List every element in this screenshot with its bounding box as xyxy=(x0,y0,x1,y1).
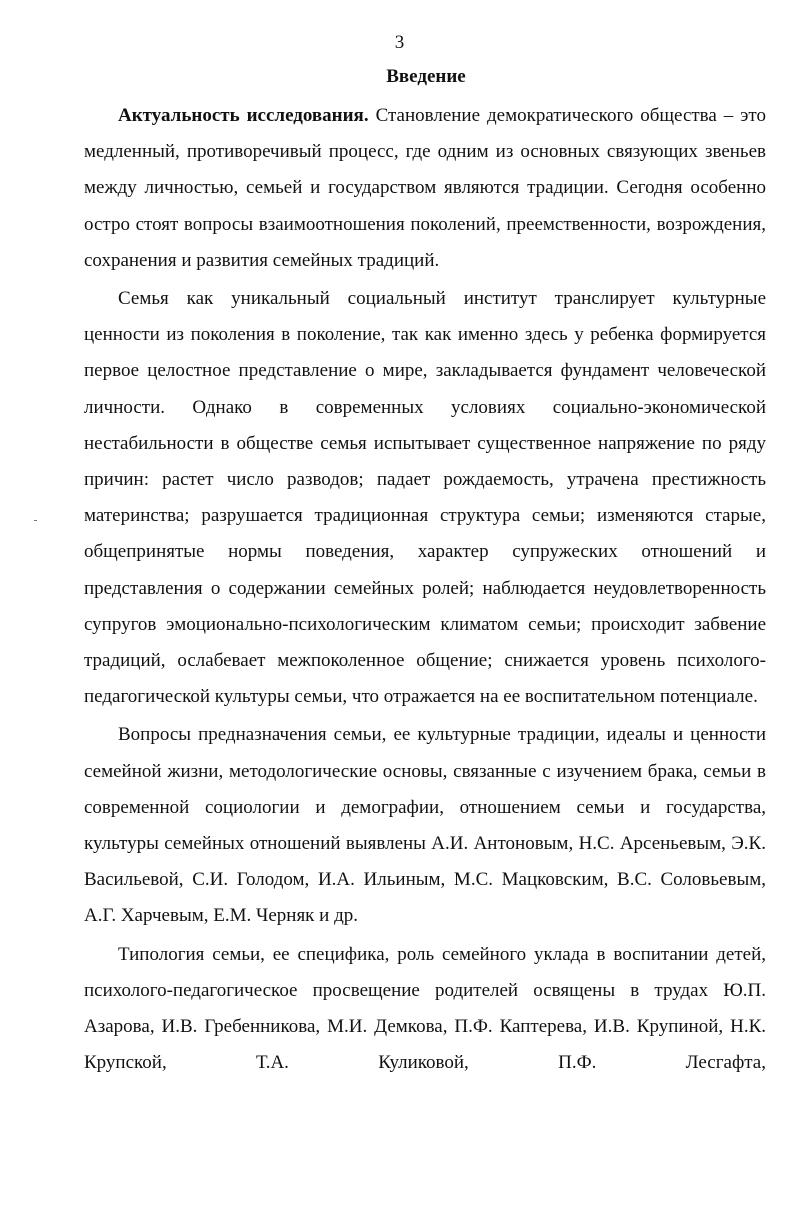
paragraph-lead: Актуальность исследования. xyxy=(118,105,369,126)
body-text xyxy=(84,98,766,1083)
paragraph-family-institution: Семья как уникальный социальный институт транслирует культурные ценности из поколения в поколение, так как именно здесь у ребенка формируется первое целостное представление о мире, закладывается фундамент человеческой личности. Однако в современных условиях социально-экономической нестабильности в обществе семья испытывает существенное напряжение по ряду причин: растет число разводов; падает рождаемость, утрачена престижность материнства; разрушается традиционная структура семьи; изменяются старые, общепринятые нормы поведения, характер супружеских отношений и представления о содержании семейных ролей; наблюдается неудовлетворенность супругов эмоционально-психологическим климатом семьи; происходит забвение традиций, ослабевает межпоколенное общение; снижается уровень психолого-педагогической культуры семьи, что отражается на ее воспитательном потенциале. xyxy=(84,288,766,708)
paragraph-typology: Типология семьи, ее специфика, роль семейного уклада в воспитании детей, психолого-педагогическое просвещение родителей освящены в трудах Ю.П. Азарова, И.В. Гребенникова, М.И. Демкова, П.Ф. Каптерева, И.В. Крупиной, Н.К. Крупской, Т.А. Куликовой, П.Ф. Лесгафта, xyxy=(84,943,766,1074)
margin-mark xyxy=(34,520,37,521)
paragraph-research-questions: Вопросы предназначения семьи, ее культурные традиции, идеалы и ценности семейной жизни, методологические основы, связанные с изучением брака, семьи в современной социологии и демографии, отношением семьи и государства, культуры семейных отношений выявлены А.И. Антоновым, Н.С. Арсеньевым, Э.К. Васильевой, С.И. Голодом, И.А. Ильиным, М.С. Мацковским, В.С. Соловьевым, А.Г. Харчевым, Е.М. Черняк и др. xyxy=(84,724,766,927)
paragraph-relevance xyxy=(84,98,766,279)
paragraph-text: Становление демократического общества – это медленный, противоречивый процесс, где одним из основных связующих звеньев между личностью, семьей и государством являются традиции. Сегодня особенно остро стоят вопросы взаимоотношения поколений, преемственности, возрождения, сохранения и развития семейных традиций. xyxy=(84,105,766,271)
page-number: 3 xyxy=(394,32,405,53)
section-heading: Введение xyxy=(386,66,466,87)
